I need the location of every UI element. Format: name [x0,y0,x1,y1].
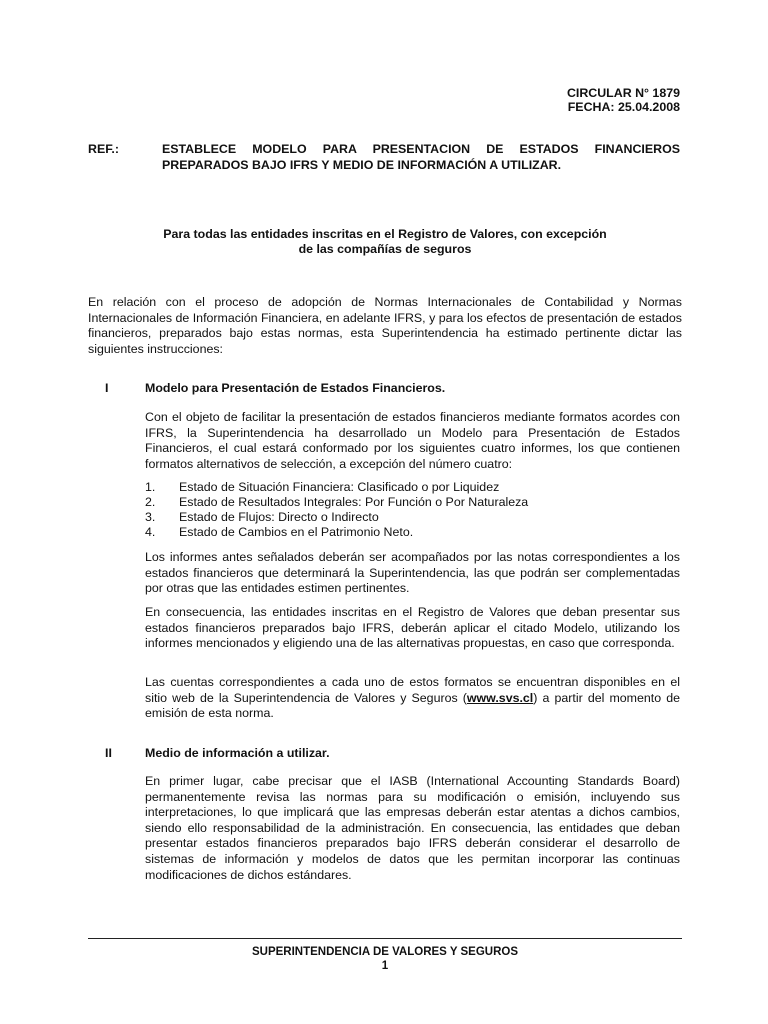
footer-divider [88,938,682,939]
ref-text: ESTABLECE MODELO PARA PRESENTACION DE ESTADOS FINANCIEROS PREPARADOS BAJO IFRS Y MEDIO DE INFORMACIÓN A UTILIZAR. [162,142,680,172]
list-item-text: Estado de Situación Financiera: Clasificado o por Liquidez [179,480,500,494]
list-item-text: Estado de Flujos: Directo o Indirecto [179,510,379,524]
addressee-line2: de las compañías de seguros [298,242,472,256]
section1-paragraph2: Los informes antes señalados deberán ser acompañados por las notas correspondientes a los estados financieros que determinará la Superintendencia, las que podrán ser complementadas por otras que las entidades estimen pertinentes. [145,550,680,596]
intro-paragraph: En relación con el proceso de adopción de Normas Internacionales de Contabilidad y Normas Internacionales de Información Financiera, en adelante IFRS, y para los efectos de presentación de estados financieros, preparados bajo estas normas, esta Superintendencia ha estimado pertinente dictar las siguientes instrucciones: [88,295,682,356]
addressee-line1: Para todas las entidades inscritas en el Registro de Valores, con excepción [163,227,607,241]
svs-website-link[interactable]: www.svs.cl [466,690,534,705]
list-item-number: 3. [145,510,156,524]
list-item-number: 4. [145,525,156,539]
ref-label: REF.: [88,142,119,156]
list-item-text: Estado de Resultados Integrales: Por Función o Por Naturaleza [179,495,529,509]
list-item-number: 2. [145,495,156,509]
circular-date: FECHA: 25.04.2008 [567,100,680,114]
paragraph4-text-start: Las cuentas correspondientes a cada uno de estos formatos se encuentran disponibles en el sitio web de la Superintendencia de Valores y Seguros ( [145,675,680,705]
section1-number: I [105,381,109,395]
section1-paragraph1: Con el objeto de facilitar la presentación de estados financieros mediante formatos acordes con IFRS, la Superintendencia ha desarrollado un Modelo para Presentación de Estados Financieros, el cual estará conformado por los siguientes cuatro informes, los que contienen formatos alternativos de selección, a excepción del número cuatro: [145,410,680,471]
section1-title: Modelo para Presentación de Estados Financieros. [145,381,446,395]
section1-paragraph3: En consecuencia, las entidades inscritas en el Registro de Valores que deban presentar sus estados financieros preparados bajo IFRS, deberán aplicar el citado Modelo, utilizando los informes mencionados y eligiendo una de las alternativas propuestas, en caso que corresponda. [145,605,680,651]
page-number: 1 [381,960,389,972]
circular-number: CIRCULAR N° 1879 [566,86,680,100]
footer-organization: SUPERINTENDENCIA DE VALORES Y SEGUROS [251,946,519,958]
section2-paragraph1: En primer lugar, cabe precisar que el IASB (International Accounting Standards Board) permanentemente revisa las normas para su modificación o emisión, incluyendo sus interpretaciones, lo que implicará que las empresas deberán estar atentas a dichos cambios, siendo ello responsabilidad de la administración. En consecuencia, las entidades que deban presentar estados financieros preparados bajo IFRS deberán considerar el desarrollo de sistemas de información y modelos de datos que les permitan incorporar las continuas modificaciones de dichos estándares. [145,774,680,882]
section1-paragraph4 [145,675,680,722]
list-item-number: 1. [145,480,156,494]
paragraph4-text-end: ) a partir del momento de emisión de esta norma. [145,690,680,721]
list-item-text: Estado de Cambios en el Patrimonio Neto. [179,525,414,539]
section2-title: Medio de información a utilizar. [145,746,330,760]
section2-number: II [105,746,112,760]
